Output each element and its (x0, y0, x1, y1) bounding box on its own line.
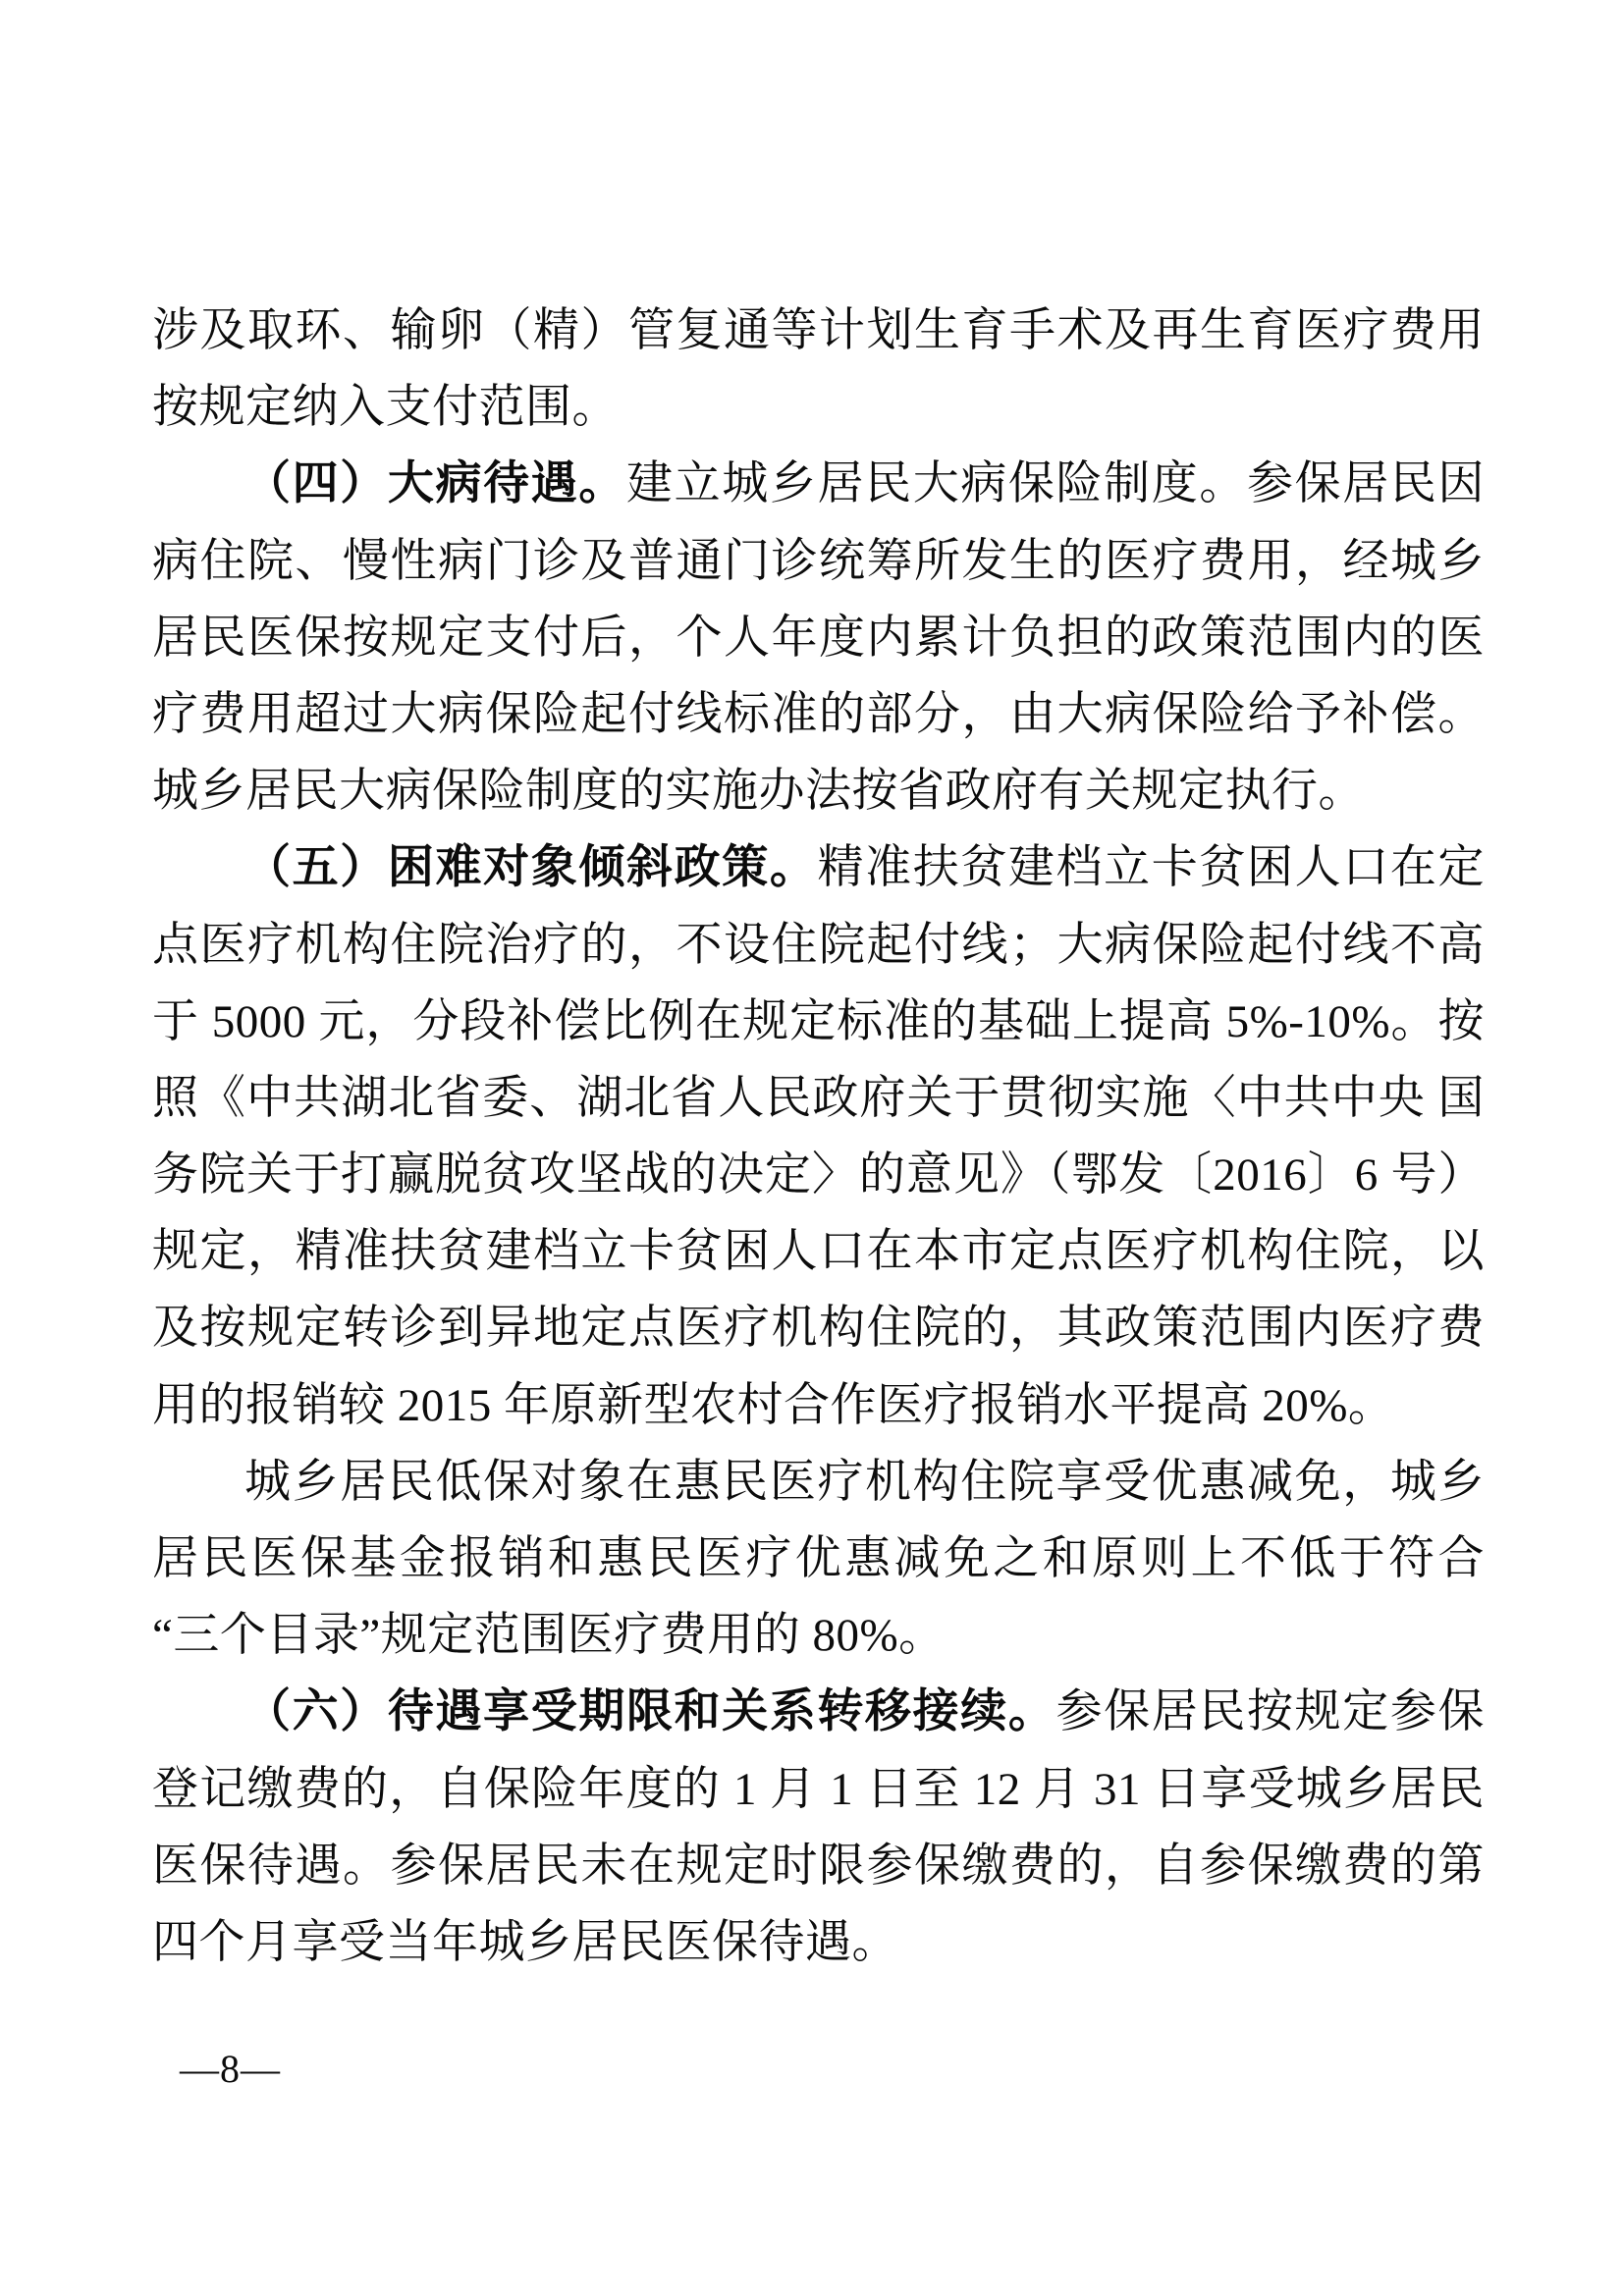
text-line (152, 1060, 1485, 1137)
text-line (152, 1367, 1485, 1444)
text-segment: “三个目录”规定范围医疗费用的 80%。 (152, 1610, 946, 1662)
text-line (152, 446, 1485, 522)
text-segment: 参保居民按规定参保 (1055, 1686, 1485, 1738)
document-body (152, 293, 1485, 1981)
text-segment: 登记缴费的，自保险年度的 1 月 1 日至 12 月 31 日享受城乡居民 (152, 1763, 1485, 1815)
text-segment: 于 5000 元，分段补偿比例在规定标准的基础上提高 5%-10%。按 (152, 995, 1485, 1047)
text-segment: 病住院、慢性病门诊及普通门诊统筹所发生的医疗费用，经城乡 (152, 535, 1485, 587)
paragraph-heading: （五）困难对象倾斜政策。 (244, 842, 818, 894)
text-line (152, 829, 1485, 906)
text-segment: 城乡居民低保对象在惠民医疗机构住院享受优惠减免，城乡 (244, 1456, 1485, 1508)
text-line (152, 1597, 1485, 1674)
text-line (152, 293, 1485, 369)
text-line (152, 523, 1485, 600)
text-segment: 用的报销较 2015 年原新型农村合作医疗报销水平提高 20%。 (152, 1379, 1395, 1431)
text-segment: 居民医保按规定支付后，个人年度内累计负担的政策范围内的医 (152, 612, 1485, 664)
text-line (152, 1828, 1485, 1904)
text-segment: 涉及取环、输卵（精）管复通等计划生育手术及再生育医疗费用 (152, 305, 1485, 356)
text-line (152, 753, 1485, 829)
text-segment: 疗费用超过大病保险起付线标准的部分，由大病保险给予补偿。 (152, 688, 1485, 740)
text-line (152, 676, 1485, 753)
text-segment: 规定，精准扶贫建档立卡贫困人口在本市定点医疗机构住院，以 (152, 1226, 1485, 1278)
text-line (152, 1674, 1485, 1750)
text-line (152, 1290, 1485, 1366)
text-line (152, 1751, 1485, 1828)
page-number: —8— (180, 2047, 281, 2091)
text-segment: 按规定纳入支付范围。 (152, 382, 619, 434)
text-line (152, 1521, 1485, 1597)
text-line (152, 369, 1485, 446)
text-segment: 城乡居民大病保险制度的实施办法按省政府有关规定执行。 (152, 766, 1365, 818)
text-line (152, 984, 1485, 1060)
text-segment: 居民医保基金报销和惠民医疗优惠减免之和原则上不低于符合 (152, 1533, 1485, 1584)
paragraph-heading: （四）大病待遇。 (244, 458, 626, 510)
text-line (152, 1137, 1485, 1213)
text-line (152, 600, 1485, 676)
text-segment: 照《中共湖北省委、湖北省人民政府关于贯彻实施〈中共中央 国 (152, 1072, 1485, 1124)
text-segment: 建立城乡居民大病保险制度。参保居民因 (625, 458, 1485, 510)
text-line (152, 1444, 1485, 1521)
text-line (152, 907, 1485, 984)
text-segment: 务院关于打赢脱贫攻坚战的决定〉的意见》（鄂发〔2016〕6 号） (152, 1149, 1485, 1201)
text-line (152, 1213, 1485, 1290)
text-segment: 医保待遇。参保居民未在规定时限参保缴费的，自参保缴费的第 (152, 1840, 1485, 1892)
text-segment: 精准扶贫建档立卡贫困人口在定 (817, 842, 1485, 894)
text-segment: 四个月享受当年城乡居民医保待遇。 (152, 1916, 898, 1968)
text-segment: 及按规定转诊到异地定点医疗机构住院的，其政策范围内医疗费 (152, 1303, 1485, 1355)
paragraph-heading: （六）待遇享受期限和关系转移接续。 (244, 1686, 1056, 1738)
text-segment: 点医疗机构住院治疗的，不设住院起付线；大病保险起付线不高 (152, 919, 1485, 971)
text-line (152, 1904, 1485, 1981)
